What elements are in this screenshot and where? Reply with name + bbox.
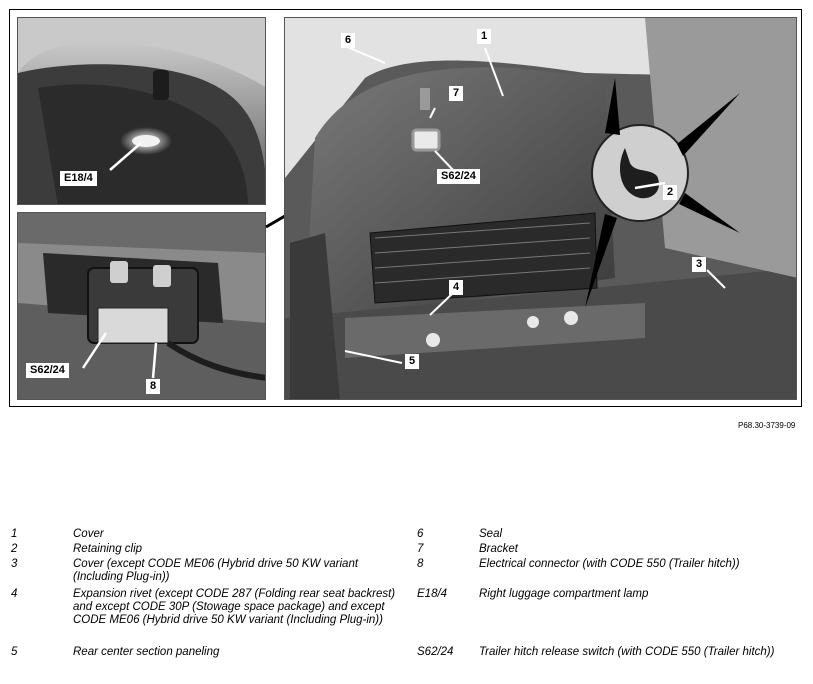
legend-key: E18/4: [417, 588, 448, 600]
legend-key: 3: [11, 558, 18, 570]
callout-1: 1: [477, 29, 491, 44]
legend-row: [11, 558, 406, 588]
legend-text: Bracket: [479, 543, 518, 555]
legend-key: 1: [11, 528, 18, 540]
legend-text: Trailer hitch release switch (with CODE 550 (Trailer hitch)): [479, 646, 775, 658]
legend-text: Rear center section paneling: [73, 646, 220, 658]
callout-7: 7: [449, 86, 463, 101]
legend-row: [11, 646, 406, 661]
legend-key: 5: [11, 646, 18, 658]
legend-key: 2: [11, 543, 18, 555]
legend-row: [417, 543, 802, 558]
legend-text: Retaining clip: [73, 543, 143, 555]
callout-4: 4: [449, 280, 463, 295]
callout-8: 8: [146, 379, 160, 394]
legend-key: 4: [11, 588, 18, 600]
legend-key: 6: [417, 528, 424, 540]
legend-row: [417, 528, 802, 543]
legend-text: Seal: [479, 528, 503, 540]
legend-text: Electrical connector (with CODE 550 (Trailer hitch)): [479, 558, 740, 570]
legend-text: Expansion rivet (except CODE 287 (Folding rear seat backrest) and except CODE 30P (Stowage space package) and except CODE ME06 (Hybrid drive 50 KW variant (Including Plug-in)): [73, 588, 396, 626]
legend-key: 8: [417, 558, 424, 570]
legend-row: [417, 558, 802, 588]
legend-row: [417, 588, 802, 646]
callout-s62-24-top: S62/24: [437, 169, 480, 184]
legend-row: [417, 646, 802, 676]
legend-right-column: [417, 528, 802, 676]
legend-text: Cover (except CODE ME06 (Hybrid drive 50 KW variant (Including Plug-in)): [73, 558, 359, 583]
legend-row: [11, 528, 406, 543]
legend-left-column: [11, 528, 406, 661]
figure-reference: P68.30-3739-09: [738, 421, 796, 430]
callout-s62-24-bottom: S62/24: [26, 363, 69, 378]
callout-e18-4: E18/4: [60, 171, 97, 186]
legend-text: Cover: [73, 528, 104, 540]
callout-6: 6: [341, 33, 355, 48]
legend-key: 7: [417, 543, 424, 555]
trunk-photo: [284, 17, 797, 400]
legend-text: Right luggage compartment lamp: [479, 588, 649, 600]
callout-5: 5: [405, 354, 419, 369]
legend-row: [11, 543, 406, 558]
legend-key: S62/24: [417, 646, 454, 658]
callout-2: 2: [663, 185, 677, 200]
legend-row: [11, 588, 406, 646]
callout-3: 3: [692, 257, 706, 272]
